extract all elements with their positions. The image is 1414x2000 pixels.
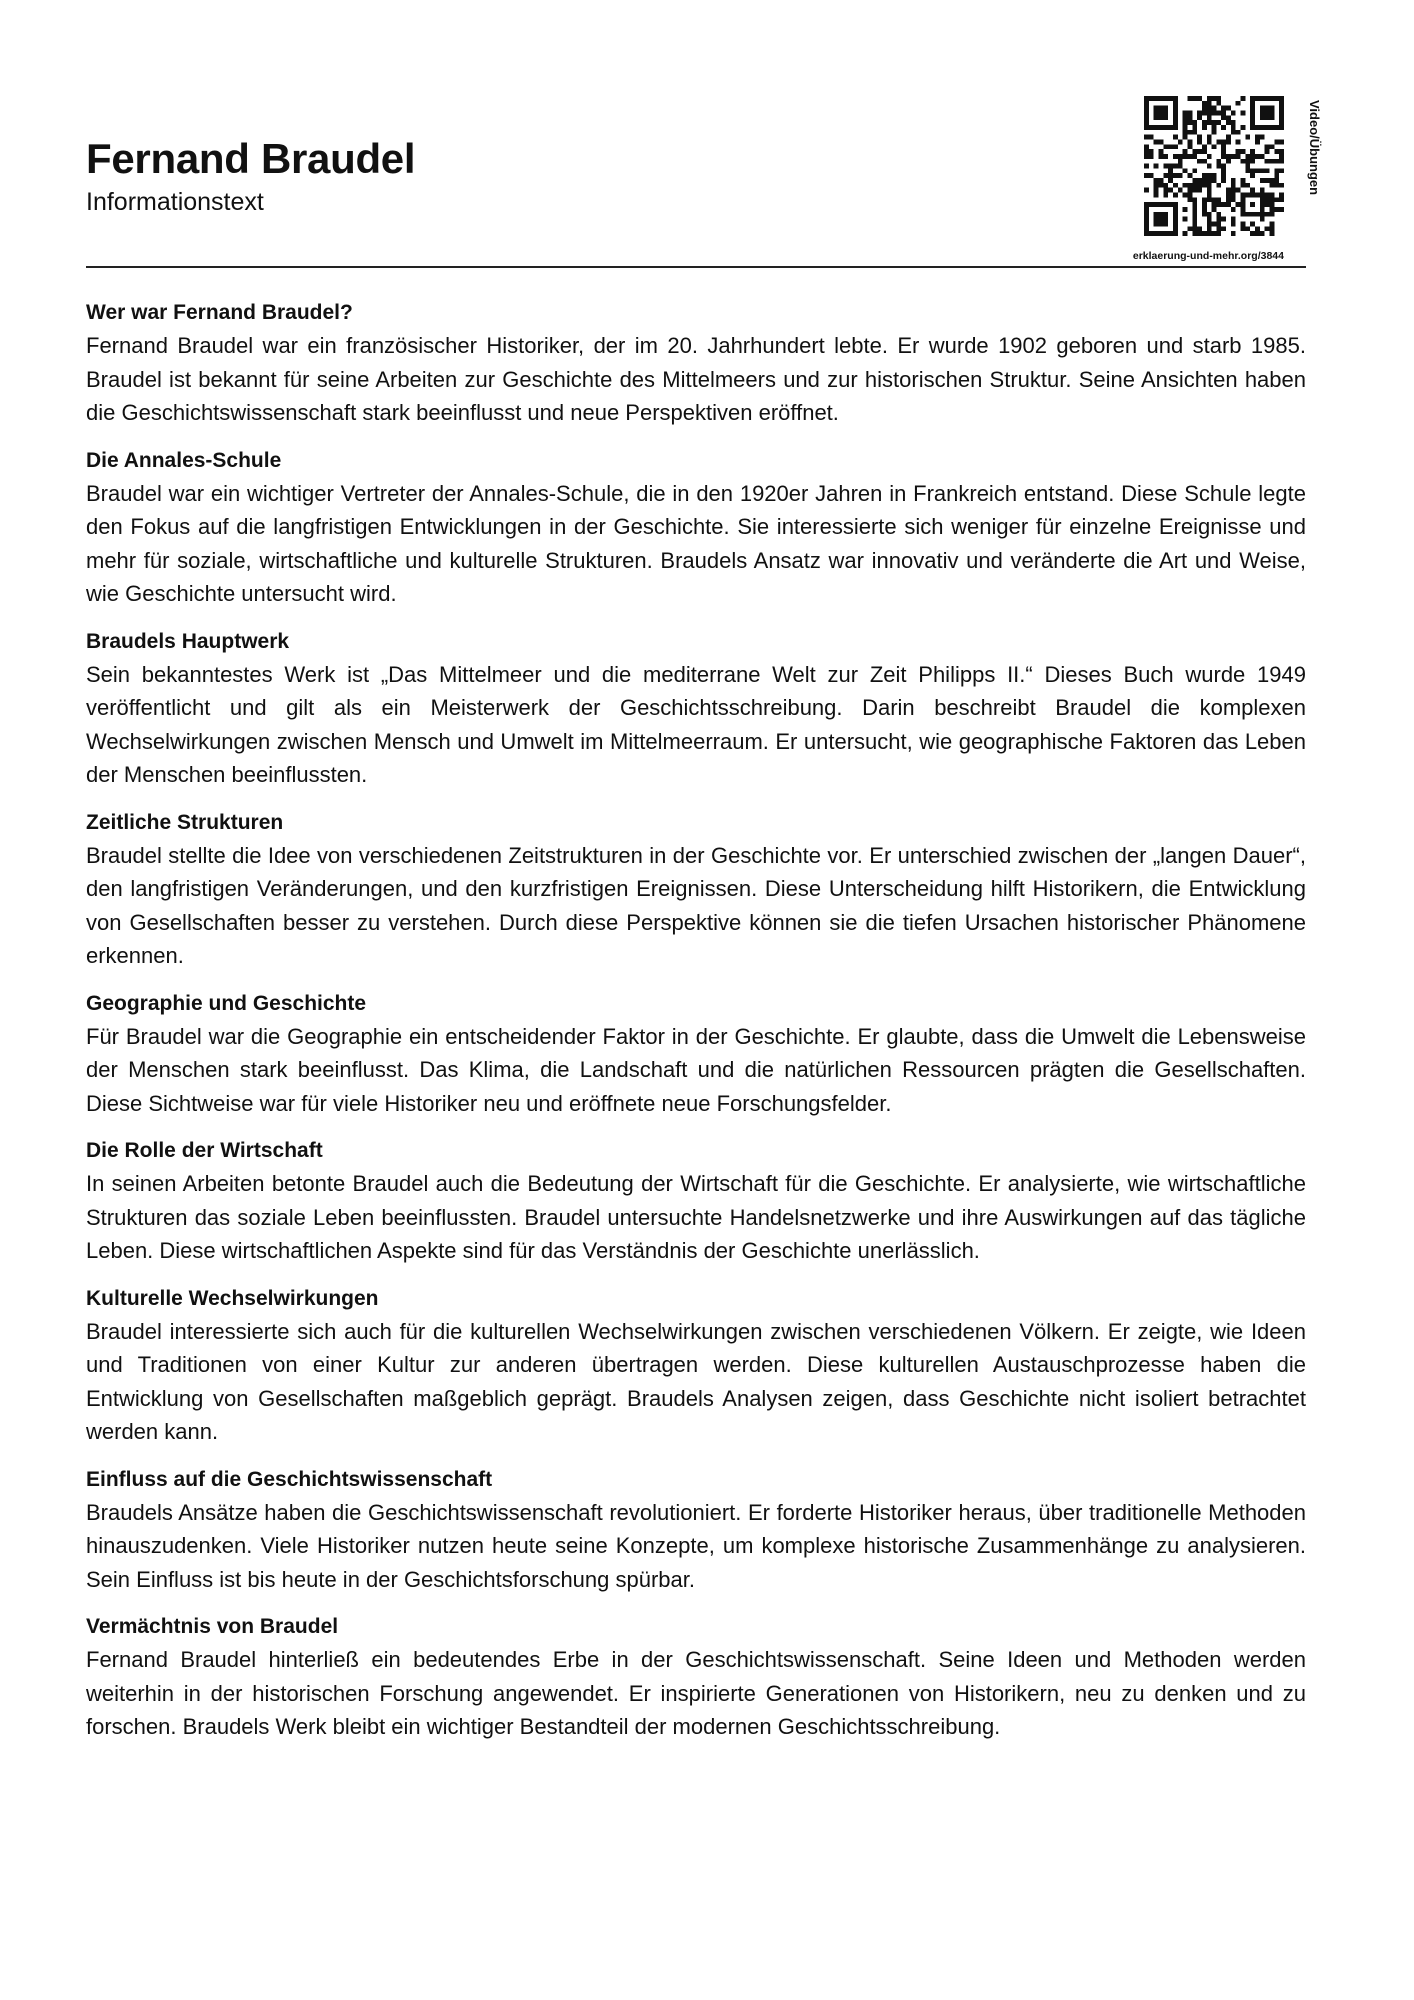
section-paragraph: Braudels Ansätze haben die Geschichtswissenschaft revolutioniert. Er forderte Historiker heraus, über traditionelle Methoden hinauszudenken. Viele Historiker nutzen heute seine Konzepte, um komplexe historische Zusammenhänge zu analysieren. Sein Einfluss ist bis heute in der Geschichtsforschung spürbar. xyxy=(86,1499,1306,1592)
article-section xyxy=(86,806,1306,973)
page-subtitle: Informationstext xyxy=(86,188,264,216)
video-exercises-label: Video/Übungen xyxy=(1307,100,1322,196)
article-section xyxy=(86,1610,1306,1744)
section-heading: Einfluss auf die Geschichtswissenschaft xyxy=(86,1467,493,1491)
section-paragraph: Braudel interessierte sich auch für die kulturellen Wechselwirkungen zwischen verschiedenen Völkern. Er zeigte, wie Ideen und Traditionen von einer Kultur zur anderen übertragen werden. Diese kulturellen Austauschprozesse haben die Entwicklung von Gesellschaften maßgeblich geprägt. Braudels Analysen zeigen, dass Geschichte nicht isoliert betrachtet werden kann. xyxy=(86,1318,1306,1444)
page-title: Fernand Braudel xyxy=(86,135,416,182)
section-paragraph: Fernand Braudel war ein französischer Historiker, der im 20. Jahrhundert lebte. Er wurde 1902 geboren und starb 1985. Braudel ist bekannt für seine Arbeiten zur Geschichte des Mittelmeers und zur historischen Struktur. Seine Ansichten haben die Geschichtswissenschaft stark beeinflusst und neue Perspektiven eröffnet. xyxy=(86,333,1306,425)
article-body xyxy=(86,296,1306,1758)
qr-code-icon[interactable] xyxy=(1144,96,1284,236)
section-paragraph: Braudel war ein wichtiger Vertreter der Annales-Schule, die in den 1920er Jahren in Frankreich entstand. Diese Schule legte den Fokus auf die langfristigen Entwicklungen in der Geschichte. Sie interessierte sich weniger für einzelne Ereignisse und mehr für soziale, wirtschaftliche und kulturelle Strukturen. Braudels Ansatz war innovativ und veränderte die Art und Weise, wie Geschichte untersucht wird. xyxy=(86,480,1306,606)
article-section xyxy=(86,1282,1306,1449)
article-section xyxy=(86,987,1306,1121)
section-heading: Wer war Fernand Braudel? xyxy=(86,301,353,324)
section-heading: Die Annales-Schule xyxy=(86,448,282,472)
article-section xyxy=(86,1134,1306,1268)
source-url[interactable]: erklaerung-und-mehr.org/3844 xyxy=(1132,250,1284,262)
article-section xyxy=(86,1463,1306,1597)
section-paragraph: Sein bekanntestes Werk ist „Das Mittelmeer und die mediterrane Welt zur Zeit Philipps II.“ Dieses Buch wurde 1949 veröffentlicht und gilt als ein Meisterwerk der Geschichtsschreibung. Darin beschreibt Braudel die komplexen Wechselwirkungen zwischen Mensch und Umwelt im Mittelmeerraum. Er untersucht, wie geographische Faktoren das Leben der Menschen beeinflussten. xyxy=(86,661,1306,787)
section-heading: Braudels Hauptwerk xyxy=(86,629,290,653)
article-section xyxy=(86,296,1306,430)
section-heading: Vermächtnis von Braudel xyxy=(86,1615,339,1638)
qr-code-graphic xyxy=(1144,96,1284,236)
section-heading: Geographie und Geschichte xyxy=(86,991,367,1015)
section-heading: Die Rolle der Wirtschaft xyxy=(86,1139,323,1162)
page-header xyxy=(86,96,1322,272)
article-section xyxy=(86,625,1306,792)
section-heading: Zeitliche Strukturen xyxy=(86,810,284,834)
section-paragraph: Für Braudel war die Geographie ein entscheidender Faktor in der Geschichte. Er glaubte, dass die Umwelt die Lebensweise der Menschen stark beeinflusst. Das Klima, die Landschaft und die natürlichen Ressourcen prägten die Gesellschaften. Diese Sichtweise war für viele Historiker neu und eröffnete neue Forschungsfelder. xyxy=(86,1023,1306,1116)
section-heading: Kulturelle Wechselwirkungen xyxy=(86,1286,379,1310)
header-divider xyxy=(86,266,1306,268)
section-paragraph: Braudel stellte die Idee von verschiedenen Zeitstrukturen in der Geschichte vor. Er unterschied zwischen der „langen Dauer“, den langfristigen Veränderungen, und den kurzfristigen Ereignissen. Diese Unterscheidung hilft Historikern, die Entwicklung von Gesellschaften besser zu verstehen. Durch diese Perspektive können sie die tiefen Ursachen historischer Phänomene erkennen. xyxy=(86,842,1306,968)
section-paragraph: Fernand Braudel hinterließ ein bedeutendes Erbe in der Geschichtswissenschaft. Seine Ideen und Methoden werden weiterhin in der historischen Forschung angewendet. Er inspirierte Generationen von Historikern, neu zu denken und zu forschen. Braudels Werk bleibt ein wichtiger Bestandteil der modernen Geschichtsschreibung. xyxy=(86,1647,1306,1739)
section-paragraph: In seinen Arbeiten betonte Braudel auch die Bedeutung der Wirtschaft für die Geschichte. Er analysierte, wie wirtschaftliche Strukturen das soziale Leben beeinflussten. Braudel untersuchte Handelsnetzwerke und ihre Auswirkungen auf das tägliche Leben. Diese wirtschaftlichen Aspekte sind für das Verständnis der Geschichte unerlässlich. xyxy=(86,1171,1306,1263)
article-section xyxy=(86,444,1306,611)
